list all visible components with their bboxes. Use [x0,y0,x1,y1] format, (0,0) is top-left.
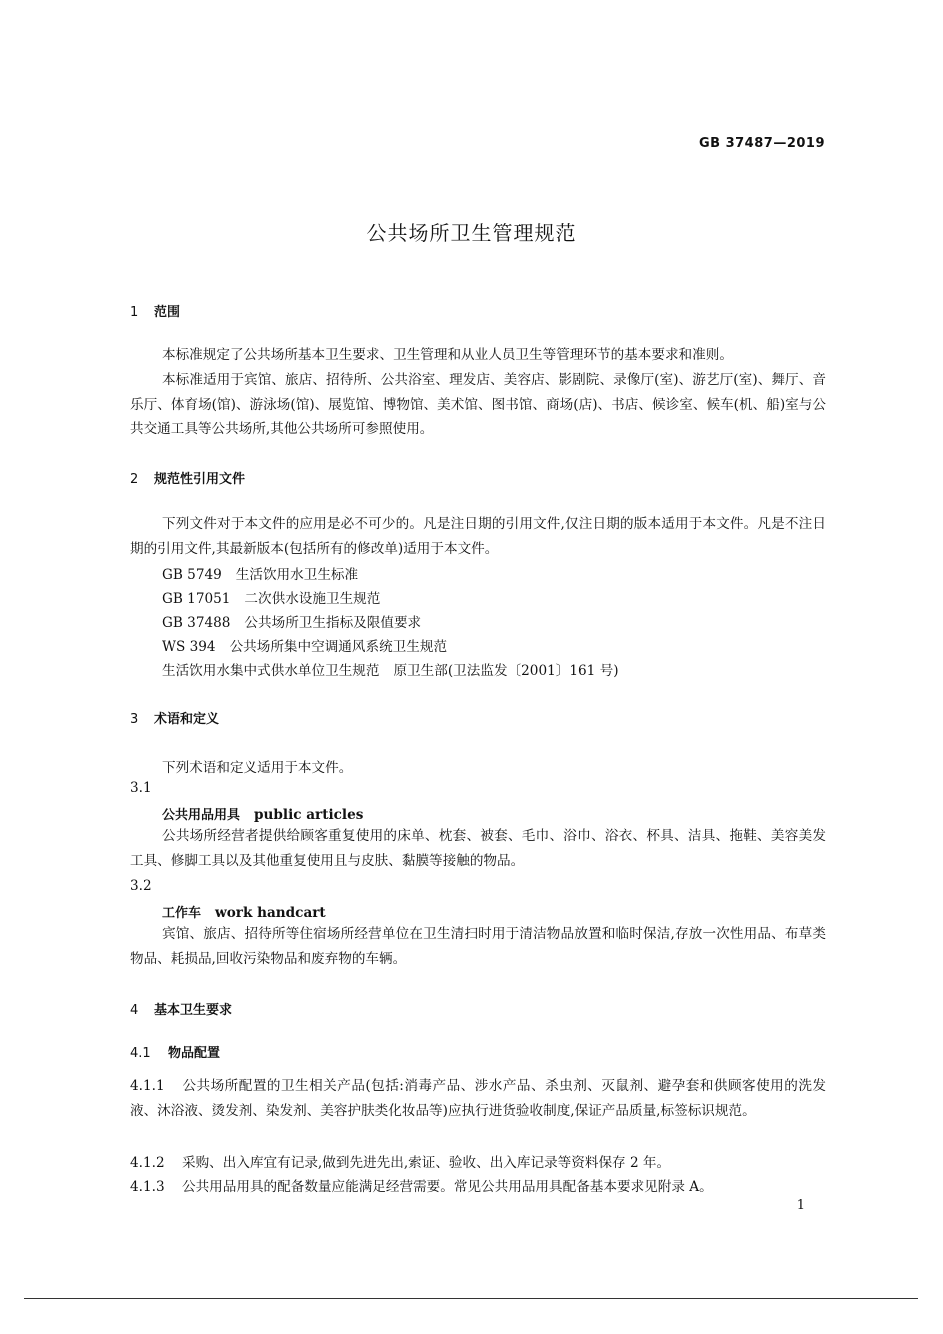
reference-title: 二次供水设施卫生规范 [244,591,381,607]
section-4-heading [130,999,232,1018]
reference-code: GB 37488 [162,615,231,631]
section-1-paragraph-1: 本标准规定了公共场所基本卫生要求、卫生管理和从业人员卫生等管理环节的基本要求和准则。 [162,347,733,363]
term-english: work handcart [215,905,326,921]
clause-4-1-1 [130,1074,826,1123]
section-3-intro: 下列术语和定义适用于本文件。 [162,760,353,776]
clause-4-1-2 [130,1151,670,1171]
section-number: 2 [130,472,139,487]
section-title: 范围 [154,305,181,320]
clause-4-1-3 [130,1175,713,1195]
reference-item [162,587,380,607]
reference-title: 公共场所卫生指标及限值要求 [244,615,422,631]
document-title: 公共场所卫生管理规范 [366,221,577,245]
section-3-heading [130,708,219,727]
reference-item [162,563,358,583]
section-number: 4 [130,1003,139,1018]
reference-code: 生活饮用水集中式供水单位卫生规范 [162,663,380,679]
clause-number: 4.1.3 [130,1179,165,1195]
term-definition: 公共场所经营者提供给顾客重复使用的床单、枕套、被套、毛巾、浴巾、浴衣、杯具、洁具、拖鞋、美容美发工具、修脚工具以及其他重复使用且与皮肤、黏膜等接触的物品。 [130,828,826,869]
clause-text: 公共用品用具的配备数量应能满足经营需要。常见公共用品用具配备基本要求见附录 A。 [182,1179,713,1195]
clause-text: 公共场所配置的卫生相关产品(包括:消毒产品、涉水产品、杀虫剂、灭鼠剂、避孕套和供顾客使用的洗发液、沐浴液、烫发剂、染发剂、美容护肤类化妆品等)应执行进货验收制度,保证产品质量,标签标识规范。 [130,1078,826,1119]
standard-number: GB 37487—2019 [698,136,825,151]
term-name: 公共用品用具 [162,808,241,823]
subsection-title: 物品配置 [168,1046,221,1061]
reference-title: 公共场所集中空调通风系统卫生规范 [229,639,448,655]
reference-title: 生活饮用水卫生标准 [235,567,359,583]
section-1-paragraph-2: 本标准适用于宾馆、旅店、招待所、公共浴室、理发店、美容店、影剧院、录像厅(室)、游艺厅(室)、舞厅、音乐厅、体育场(馆)、游泳场(馆)、展览馆、博物馆、美术馆、图书馆、商场(店)、书店、候诊室、候车(机、船)室与公共交通工具等公共场所,其他公共场所可参照使用。 [130,372,826,437]
section-title: 基本卫生要求 [154,1003,233,1018]
page-number: 1 [796,1198,805,1213]
term-heading [162,804,363,823]
section-title: 术语和定义 [154,712,220,727]
term-english: public articles [254,807,364,823]
reference-item [162,635,447,655]
term-heading [162,902,326,921]
section-number: 3 [130,712,139,727]
page-bottom-rule [24,1298,918,1299]
term-number: 3.1 [130,780,152,796]
clause-text: 采购、出入库宜有记录,做到先进先出,索证、验收、出入库记录等资料保存 2 年。 [182,1155,671,1171]
reference-code: GB 5749 [162,567,222,583]
subsection-number: 4.1 [130,1046,151,1061]
subsection-heading [130,1042,220,1061]
section-title: 规范性引用文件 [154,472,246,487]
section-1-heading [130,301,180,320]
term-definition: 宾馆、旅店、招待所等住宿场所经营单位在卫生清扫时用于清洁物品放置和临时保洁,存放一次性用品、布草类物品、耗损品,回收污染物品和废弃物的车辆。 [130,926,826,967]
section-2-heading [130,468,245,487]
term-name: 工作车 [162,906,202,921]
reference-code: WS 394 [162,639,216,655]
reference-title: 原卫生部(卫法监发〔2001〕161 号) [393,663,619,679]
clause-number: 4.1.1 [130,1078,165,1094]
section-2-paragraph-1: 下列文件对于本文件的应用是必不可少的。凡是注日期的引用文件,仅注日期的版本适用于本文件。凡是不注日期的引用文件,其最新版本(包括所有的修改单)适用于本文件。 [130,516,826,557]
term-number: 3.2 [130,878,152,894]
section-number: 1 [130,305,139,320]
clause-number: 4.1.2 [130,1155,165,1171]
reference-code: GB 17051 [162,591,231,607]
reference-item [162,659,619,679]
reference-item [162,611,421,631]
